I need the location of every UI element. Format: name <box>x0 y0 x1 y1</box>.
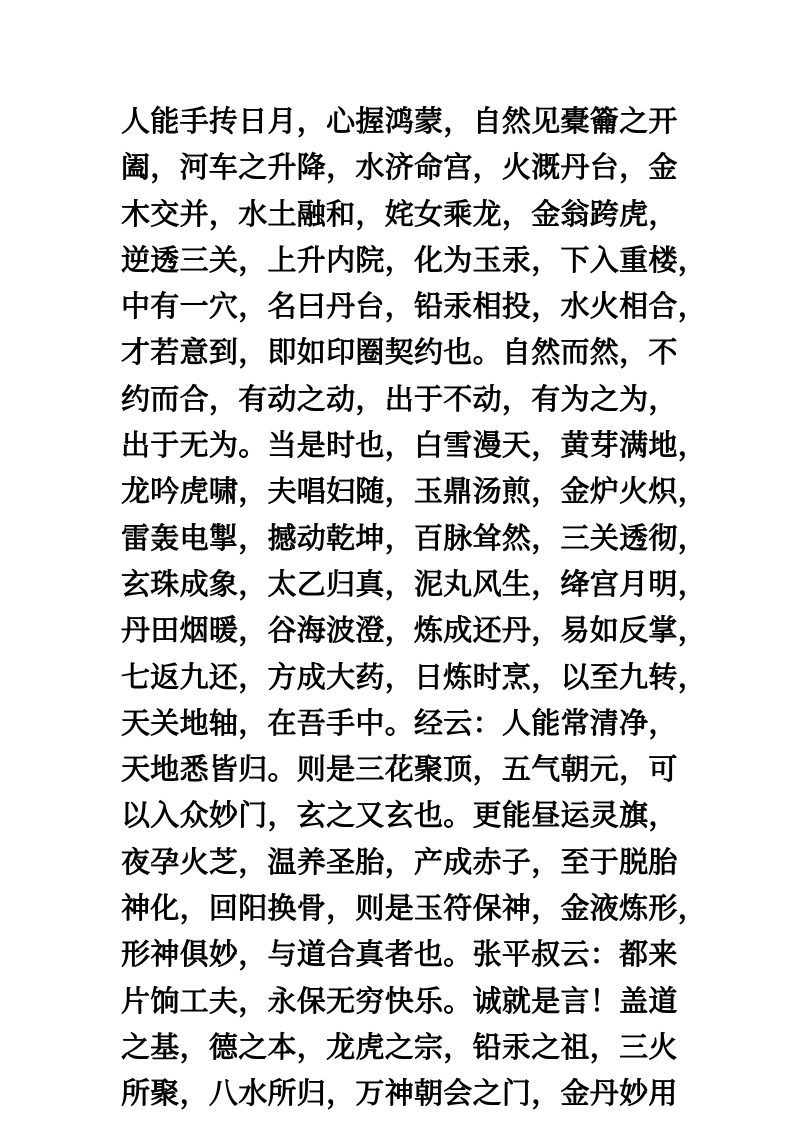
text-line-7: 约而合，有动之动，出于不动，有为之为， <box>121 381 678 416</box>
text-line-20: 片饷工夫，永保无穷快乐。诚就是言！盖道 <box>121 983 678 1018</box>
text-line-19: 形神俱妙，与道合真者也。张平叔云：都来 <box>121 937 678 972</box>
text-line-4: 逆透三关，上升内院，化为玉汞，下入重楼， <box>121 242 708 277</box>
text-line-6: 才若意到，即如印圈契约也。自然而然，不 <box>121 335 678 370</box>
text-line-22: 所聚，八水所归，万神朝会之门，金丹妙用 <box>121 1076 678 1111</box>
text-line-21: 之基，德之本，龙虎之宗，铅汞之祖，三火 <box>121 1029 678 1064</box>
text-line-12: 丹田烟暖，谷海波澄，炼成还丹，易如反掌， <box>121 613 708 648</box>
text-line-1: 人能手抟日月，心握鸿蒙，自然见橐籥之开 <box>121 104 678 138</box>
text-line-5: 中有一穴，名曰丹台，铅汞相投，水火相合， <box>121 289 708 324</box>
text-line-8: 出于无为。当是时也，白雪漫天，黄芽满地， <box>121 428 708 463</box>
body-text <box>121 98 708 1117</box>
text-line-3: 木交并，水土融和，姹女乘龙，金翁跨虎， <box>121 196 678 231</box>
text-line-11: 玄珠成象，太乙归真，泥丸风生，绛宫月明， <box>121 566 708 601</box>
text-line-9: 龙吟虎啸，夫唱妇随，玉鼎汤煎，金炉火炽， <box>121 474 708 509</box>
text-line-14: 天关地轴，在吾手中。经云：人能常清净， <box>121 705 678 740</box>
text-line-10: 雷轰电掣，撼动乾坤，百脉耸然，三关透彻， <box>121 520 708 555</box>
text-line-18: 神化，回阳换骨，则是玉符保神，金液炼形， <box>121 891 708 926</box>
text-line-15: 天地悉皆归。则是三花聚顶，五气朝元，可 <box>121 752 678 787</box>
text-line-2: 阖，河车之升降，水济命宫，火溉丹台，金 <box>121 150 678 185</box>
text-line-13: 七返九还，方成大药，日炼时烹，以至九转， <box>121 659 708 694</box>
text-line-17: 夜孕火芝，温养圣胎，产成赤子，至于脱胎 <box>121 844 678 879</box>
text-line-16: 以入众妙门，玄之又玄也。更能昼运灵旗， <box>121 798 678 833</box>
